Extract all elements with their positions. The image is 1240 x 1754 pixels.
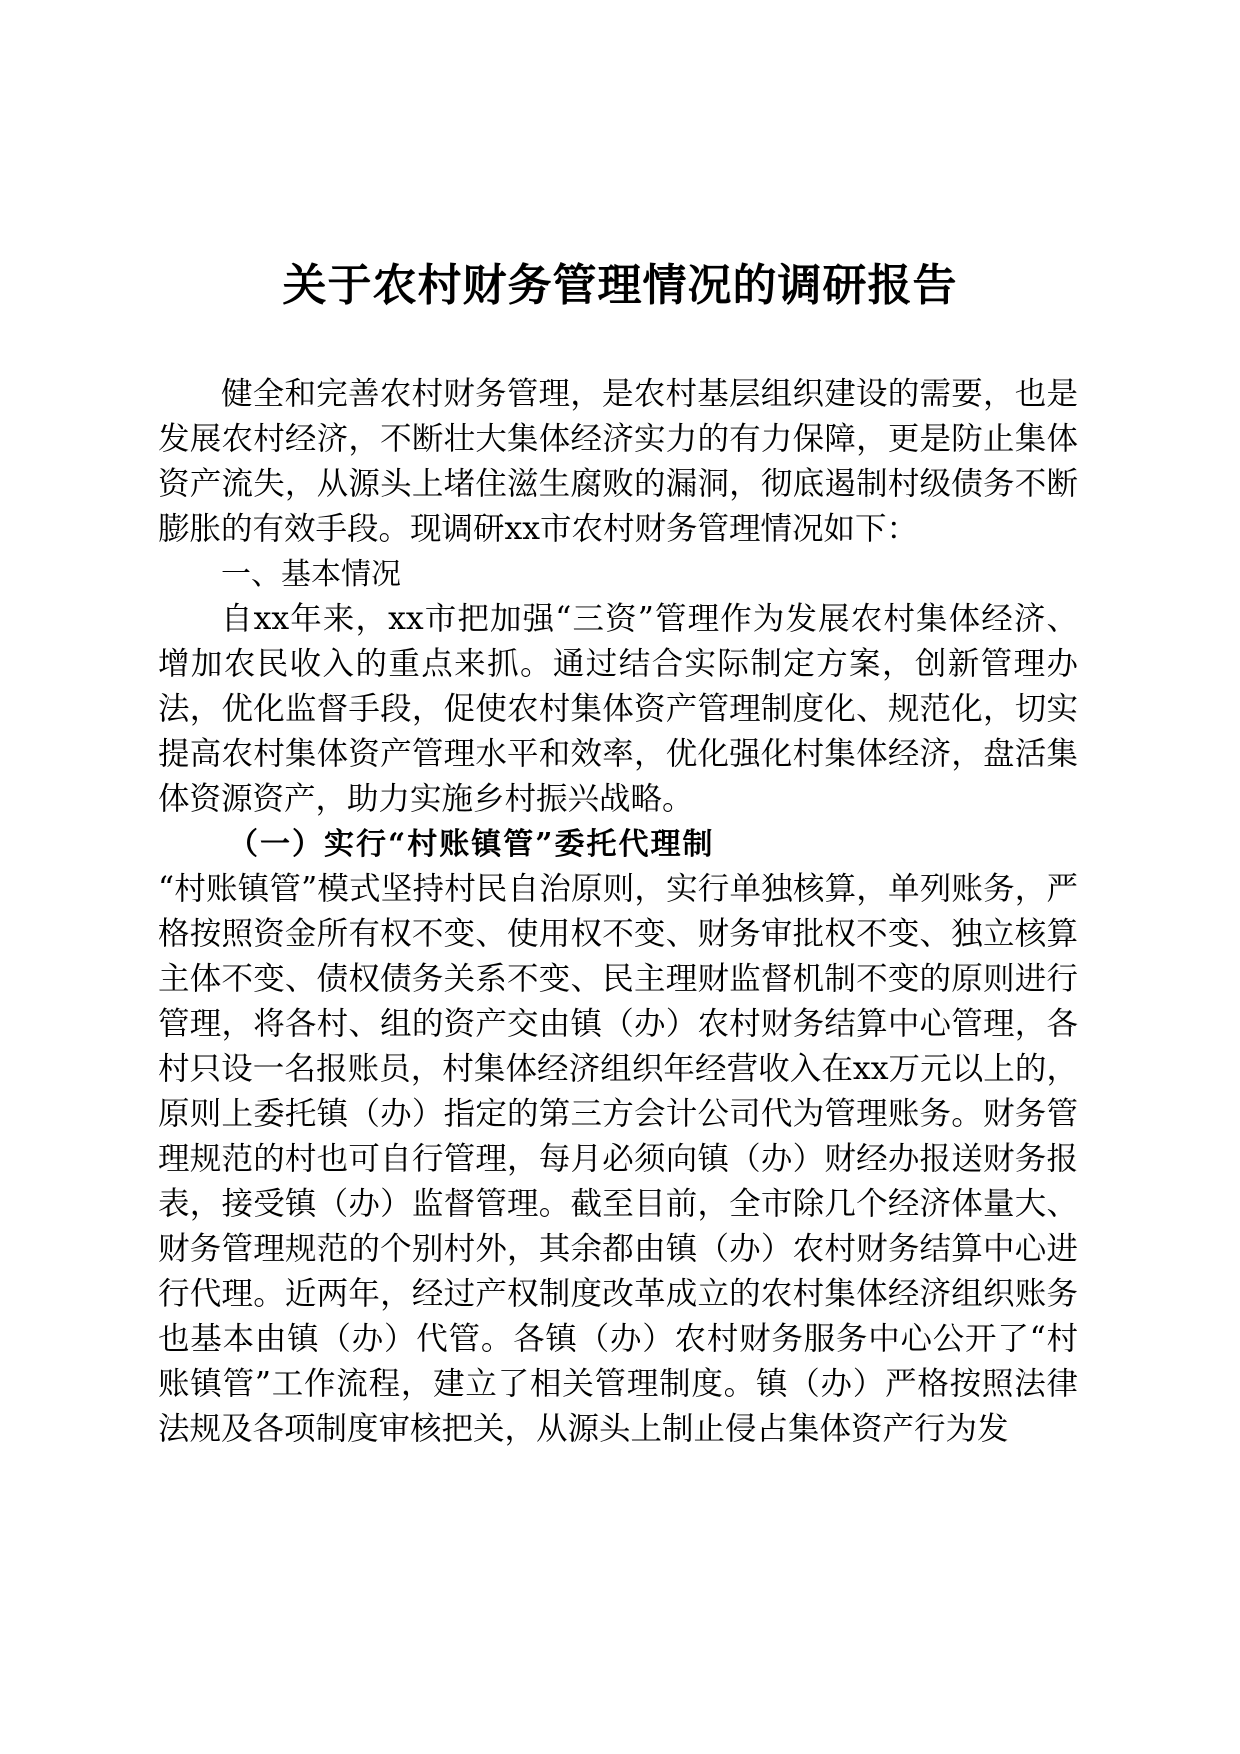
section-heading-basic-situation: 一、基本情况 xyxy=(221,557,401,592)
basic-situation-paragraph: 自xx年来，xx市把加强“三资”管理作为发展农村集体经济、增加农民收入的重点来抓。通过结合实际制定方案，创新管理办法，优化监督手段，促使农村集体资产管理制度化、规范化，切实提高农村集体资产管理水平和效率，优化强化村集体经济，盘活集体资源资产，助力实施乡村振兴战略。 xyxy=(158,601,1078,817)
village-accounts-paragraph: “村账镇管”模式坚持村民自治原则，实行单独核算，单列账务，严格按照资金所有权不变、使用权不变、财务审批权不变、独立核算主体不变、债权债务关系不变、民主理财监督机制不变的原则进行管理，将各村、组的资产交由镇（办）农村财务结算中心管理，各村只设一名报账员，村集体经济组织年经营收入在xx万元以上的，原则上委托镇（办）指定的第三方会计公司代为管理账务。财务管理规范的村也可自行管理，每月必须向镇（办）财经办报送财务报表，接受镇（办）监督管理。截至目前，全市除几个经济体量大、财务管理规范的个别村外，其余都由镇（办）农村财务结算中心进行代理。近两年，经过产权制度改革成立的农村集体经济组织账务也基本由镇（办）代管。各镇（办）农村财务服务中心公开了“村账镇管”工作流程，建立了相关管理制度。镇（办）严格按照法律法规及各项制度审核把关，从源头上制止侵占集体资产行为发 xyxy=(158,871,1078,1447)
document-title: 关于农村财务管理情况的调研报告 xyxy=(282,260,958,311)
document-body xyxy=(158,372,1078,1452)
intro-paragraph: 健全和完善农村财务管理，是农村基层组织建设的需要，也是发展农村经济，不断壮大集体经济实力的有力保障，更是防止集体资产流失，从源头上堵住滋生腐败的漏洞，彻底遏制村级债务不断膨胀的有效手段。现调研xx市农村财务管理情况如下： xyxy=(158,376,1078,547)
subsection-heading-village-accounts: （一）实行“村账镇管”委托代理制 xyxy=(228,827,715,862)
